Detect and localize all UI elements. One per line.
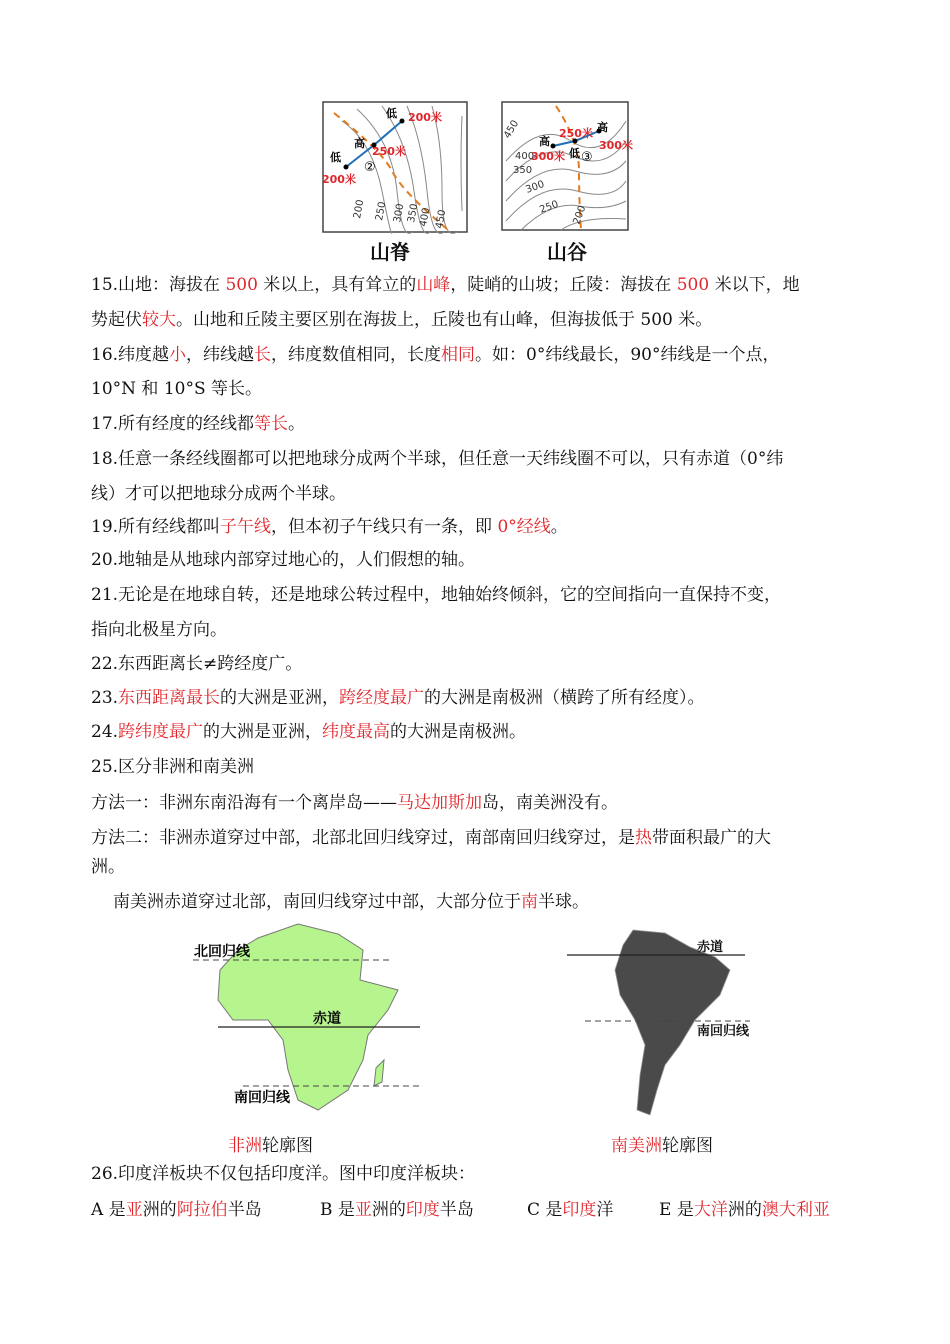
text-segment: E 是	[659, 1200, 694, 1220]
text-segment: 19.所有经线都叫	[91, 517, 221, 537]
text-segment: 洲。	[91, 857, 125, 877]
valley-contour-label: 450	[502, 118, 522, 141]
highlight-text: 子午线	[220, 517, 272, 537]
text-segment: 轮廓图	[262, 1136, 313, 1156]
valley-high-right: 高	[597, 121, 608, 134]
text-segment: 指向北极星方向。	[91, 620, 227, 640]
text-segment: 的大洲是南极洲。	[390, 722, 527, 742]
text-segment: C 是	[527, 1200, 563, 1220]
south-america-shape	[615, 930, 730, 1115]
highlight-text: 热	[635, 828, 652, 848]
text-segment: 的大洲是亚洲，	[220, 688, 340, 708]
highlight-text: 0°经线	[497, 517, 551, 537]
ridge-contour-label: 450	[434, 208, 449, 230]
text-line	[91, 484, 346, 504]
valley-marker: ③	[581, 150, 593, 165]
highlight-text: 非洲	[228, 1136, 262, 1156]
highlight-text: 东西距离最长	[118, 688, 221, 708]
highlight-text: 大洋	[693, 1200, 728, 1220]
ridge-contour-label: 300	[392, 202, 407, 224]
highlight-text: 南美洲	[611, 1136, 662, 1156]
text-segment: 洲的	[371, 1200, 406, 1220]
text-line	[91, 1164, 475, 1184]
valley-contour-label: 400	[515, 151, 535, 162]
ridge-low-left: 低	[330, 151, 341, 164]
ridge-low-left-value: 200米	[322, 173, 356, 186]
africa-equator-label: 赤道	[313, 1011, 341, 1027]
highlight-text: 等长	[254, 414, 289, 434]
text-line	[91, 345, 780, 365]
text-segment: 的大洲是亚洲，	[203, 722, 323, 742]
valley-title: 山谷	[547, 240, 587, 264]
ridge-contour-label: 350	[406, 202, 421, 224]
text-segment: 半岛	[439, 1200, 474, 1220]
text-segment: 10°N 和 10°S 等长。	[91, 379, 262, 399]
highlight-text: 500	[676, 275, 710, 295]
highlight-text: 跨纬度最广	[118, 722, 204, 742]
text-segment: 半岛	[227, 1200, 262, 1220]
valley-right-value: 300米	[599, 139, 633, 152]
text-segment: 米以下，地	[709, 275, 800, 295]
highlight-text: 山峰	[416, 275, 451, 295]
text-segment: 带面积最广的大	[652, 828, 771, 848]
highlight-text: 亚	[354, 1200, 372, 1220]
valley-left-value: 300米	[531, 150, 565, 163]
text-segment: 洲的	[727, 1200, 762, 1220]
ridge-low-top-value: 200米	[408, 111, 442, 124]
text-line	[91, 722, 526, 742]
south-america-outline-figure	[565, 925, 750, 1120]
africa-south-tropic-label: 南回归线	[234, 1090, 290, 1106]
text-line	[320, 1200, 474, 1220]
text-segment: 16.纬度越	[91, 345, 170, 365]
highlight-text: 纬度最高	[322, 722, 391, 742]
highlight-text: 印度	[405, 1200, 440, 1220]
samerica-equator-label: 赤道	[697, 940, 724, 955]
text-segment: 21.无论是在地球自转，还是地球公转过程中，地轴始终倾斜，它的空间指向一直保持不变，	[91, 585, 782, 605]
text-line	[91, 310, 712, 330]
text-segment: ，但本初子午线只有一条，即	[271, 517, 498, 537]
text-segment: 的大洲是南极洲（横跨了所有经度）。	[424, 688, 705, 708]
highlight-text: 印度	[562, 1200, 597, 1220]
text-segment: 。山地和丘陵主要区别在海拔上，丘陵也有山峰，但海拔低于 500 米。	[176, 310, 713, 330]
highlight-text: 阿拉伯	[176, 1200, 228, 1220]
text-line	[91, 517, 568, 537]
text-segment: 米以上，具有耸立的	[257, 275, 417, 295]
text-segment: 15.山地：海拔在	[91, 275, 226, 295]
highlight-text: 澳大利亚	[761, 1200, 830, 1220]
highlight-text: 马达加斯加	[397, 793, 482, 813]
valley-contour-label: 300	[524, 178, 546, 196]
text-segment: 洲的	[142, 1200, 177, 1220]
ridge-contour-label: 400	[418, 206, 433, 228]
text-line	[91, 414, 305, 434]
text-segment: 线）才可以把地球分成两个半球。	[91, 484, 346, 504]
text-line	[91, 757, 254, 777]
text-segment: 岛，南美洲没有。	[482, 793, 618, 813]
text-line	[91, 828, 771, 848]
valley-contour-label: 350	[513, 165, 533, 176]
valley-high-left: 高	[539, 135, 550, 148]
text-line	[113, 892, 589, 912]
text-line	[91, 1200, 262, 1220]
text-segment: 半球。	[538, 892, 589, 912]
text-segment: ，纬线越	[186, 345, 255, 365]
text-line	[91, 857, 125, 877]
text-segment: 17.所有经度的经线都	[91, 414, 255, 434]
text-segment: 。	[550, 517, 568, 537]
text-segment: 25.区分非洲和南美洲	[91, 757, 255, 777]
highlight-text: 较大	[142, 310, 176, 330]
text-segment: ，纬度数值相同，长度	[271, 345, 442, 365]
samerica-south-tropic-label: 南回归线	[697, 1024, 750, 1039]
text-segment: A 是	[91, 1200, 126, 1220]
ridge-low-top: 低	[386, 107, 397, 120]
ridge-high-value: 250米	[372, 145, 406, 158]
valley-mid-value: 250米	[559, 127, 593, 140]
text-line	[527, 1200, 613, 1220]
highlight-text: 长	[254, 345, 272, 365]
highlight-text: 亚	[125, 1200, 143, 1220]
text-segment: ，陡峭的山坡；丘陵：海拔在	[450, 275, 677, 295]
ridge-marker: ②	[364, 160, 376, 175]
text-segment: 方法一：非洲东南沿海有一个离岸岛——	[91, 793, 397, 813]
africa-outline-figure	[188, 920, 422, 1115]
text-line	[91, 379, 262, 399]
africa-north-tropic-label: 北回归线	[194, 944, 250, 960]
highlight-text: 相同	[441, 345, 476, 365]
text-segment: B 是	[320, 1200, 355, 1220]
text-segment: 18.任意一条经线圈都可以把地球分成两个半球，但任意一天纬线圈不可以，只有赤道（0°纬	[91, 449, 784, 469]
text-line	[91, 550, 475, 570]
valley-low: 低	[569, 147, 580, 160]
text-line	[91, 585, 781, 605]
ridge-contour-label: 250	[374, 200, 389, 222]
valley-figure	[501, 101, 633, 231]
highlight-text: 小	[169, 345, 187, 365]
text-segment: 洋	[596, 1200, 614, 1220]
text-segment: 23.	[91, 688, 119, 708]
text-segment: 。	[288, 414, 306, 434]
text-segment: 方法二：非洲赤道穿过中部，北部北回归线穿过，南部南回归线穿过，是	[91, 828, 635, 848]
text-line	[659, 1200, 830, 1220]
ridge-contour-label: 200	[352, 198, 367, 220]
ridge-high: 高	[354, 137, 365, 150]
highlight-text: 跨经度最广	[339, 688, 425, 708]
text-segment: 。如：0°纬线最长，90°纬线是一个点，	[475, 345, 780, 365]
africa-caption	[228, 1131, 313, 1156]
valley-contour-label: 200	[571, 204, 589, 227]
text-line	[91, 449, 783, 469]
ridge-figure	[322, 101, 468, 233]
ridge-title: 山脊	[370, 240, 410, 264]
highlight-text: 南	[521, 892, 538, 912]
text-segment: 22.东西距离长≠跨经度广。	[91, 654, 303, 674]
highlight-text: 500	[225, 275, 258, 295]
text-line	[91, 654, 302, 674]
valley-contour-label: 250	[538, 198, 560, 216]
text-segment: 26.印度洋板块不仅包括印度洋。图中印度洋板块：	[91, 1164, 476, 1184]
text-segment: 20.地轴是从地球内部穿过地心的，人们假想的轴。	[91, 550, 476, 570]
text-segment: 势起伏	[91, 310, 142, 330]
south-america-caption	[611, 1131, 713, 1156]
text-segment: 南美洲赤道穿过北部，南回归线穿过中部，大部分位于	[113, 892, 521, 912]
text-segment: 24.	[91, 722, 119, 742]
text-line	[91, 793, 618, 813]
text-line	[91, 620, 227, 640]
text-line	[91, 688, 705, 708]
text-line	[91, 275, 800, 295]
text-segment: 轮廓图	[662, 1136, 713, 1156]
